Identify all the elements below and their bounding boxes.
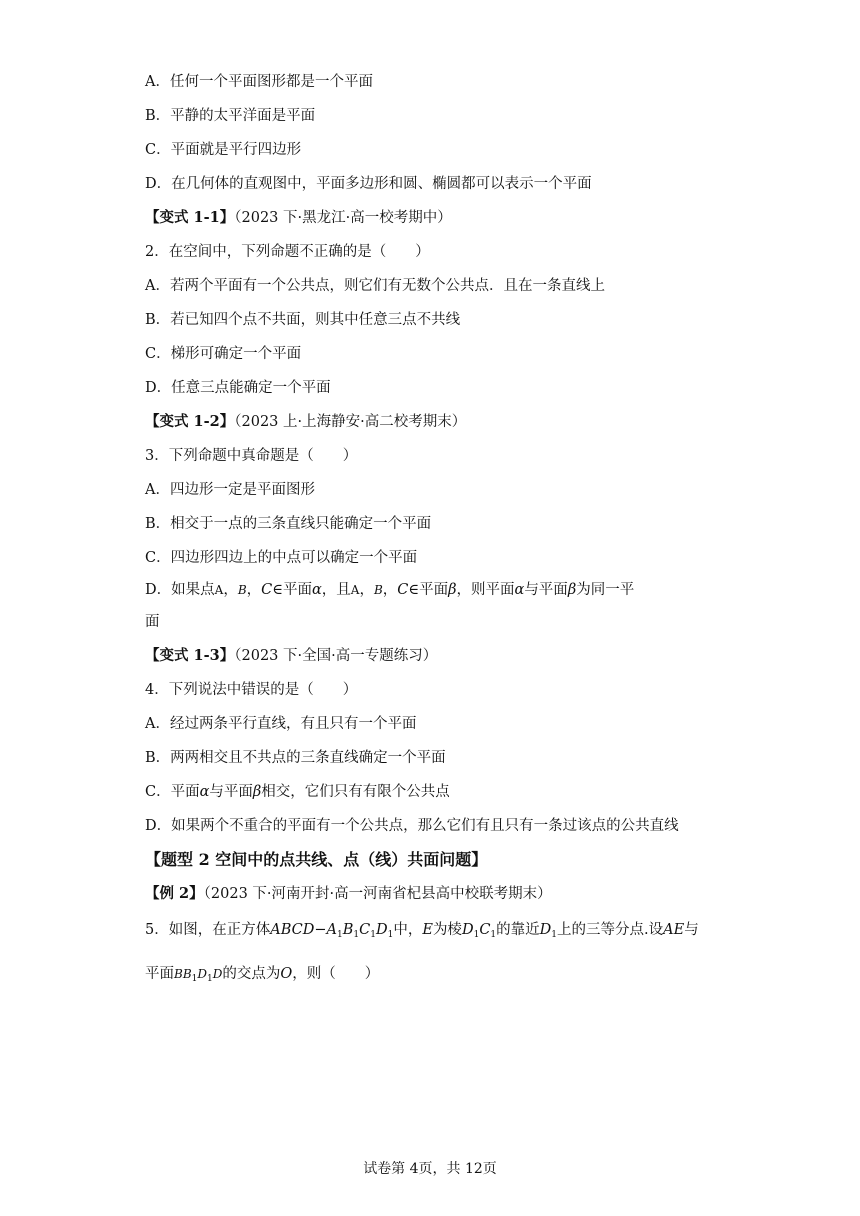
text: 与平面 (209, 784, 253, 800)
q1-option-d: D．在几何体的直观图中，平面多边形和圆、椭圆都可以表示一个平面 (145, 176, 592, 192)
alpha-symbol: α (311, 582, 322, 598)
text: 5．如图，在正方体 (145, 922, 271, 938)
vertex-a: A (326, 922, 337, 938)
q1-option-a: A．任何一个平面图形都是一个平面 (145, 74, 373, 90)
point-e: E (422, 922, 433, 938)
vertex-d: D (461, 922, 474, 938)
text: 中， (393, 922, 423, 938)
q2-option-a: A．若两个平面有一个公共点，则它们有无数个公共点．且在一条直线上 (145, 278, 605, 294)
subscript: 1 (387, 930, 394, 940)
q1-option-c: C．平面就是平行四边形 (145, 142, 302, 158)
text: ， (382, 582, 398, 598)
alpha-symbol: α (514, 582, 525, 598)
vertex-b: B (342, 922, 354, 938)
text: ∈平面 (272, 582, 312, 598)
q2-stem: 2．在空间中，下列命题不正确的是（ ） (145, 244, 430, 260)
vertex-d: D (375, 922, 388, 938)
text: 平面 (145, 966, 174, 982)
q4-option-d: D．如果两个不重合的平面有一个公共点，那么它们有且只有一条过该点的公共直线 (145, 818, 679, 834)
text: 为棱 (432, 922, 462, 938)
subscript: 1 (353, 930, 360, 940)
variant-1-3-heading (145, 646, 437, 666)
variant-tag: 【变式 1-2】 (145, 413, 235, 430)
text: C．平面 (145, 784, 200, 800)
point-a: A (350, 583, 360, 597)
section-heading: 【题型 2 空间中的点共线、点（线）共面问题】 (145, 850, 488, 869)
alpha-symbol: α (199, 784, 210, 800)
q4-option-a: A．经过两条平行直线，有且只有一个平面 (145, 716, 417, 732)
text: 与平面 (524, 582, 568, 598)
variant-source: （2023 下·黑龙江·高一校考期中） (234, 210, 452, 226)
text: ， (223, 582, 238, 598)
q3-option-b: B．相交于一点的三条直线只能确定一个平面 (145, 516, 432, 532)
variant-1-1-heading (145, 208, 452, 228)
point-b: B (237, 583, 247, 597)
q2-option-d: D．任意三点能确定一个平面 (145, 380, 331, 396)
text: ∈平面 (408, 582, 449, 598)
page-footer: 试卷第 4页，共 12页 (363, 1161, 497, 1177)
variant-1-2-heading (145, 412, 466, 432)
text: ，则平面 (456, 582, 515, 598)
point-c: C (261, 582, 273, 598)
vertex-d: D (539, 922, 552, 938)
q2-option-c: C．梯形可确定一个平面 (145, 346, 302, 362)
text: 的靠近 (496, 922, 540, 938)
point-a: A (214, 583, 224, 597)
subscript: 1 (370, 930, 376, 940)
example-2-heading (145, 884, 552, 904)
q3-option-c: C．四边形四边上的中点可以确定一个平面 (145, 550, 418, 566)
variant-tag: 【变式 1-3】 (145, 647, 235, 664)
q4-option-b: B．两两相交且不共点的三条直线确定一个平面 (145, 750, 446, 766)
variant-tag: 【变式 1-1】 (145, 209, 235, 226)
q3-option-a: A．四边形一定是平面图形 (145, 482, 315, 498)
example-source: （2023 下·河南开封·高一河南省杞县高中校联考期末） (203, 886, 552, 902)
text: ，则（ ） (292, 966, 380, 982)
point-o: O (280, 966, 293, 982)
q4-stem: 4．下列说法中错误的是（ ） (145, 682, 358, 698)
subscript: 1 (551, 930, 558, 940)
q3-option-d-wrap: 面 (145, 614, 160, 630)
text: 与 (684, 922, 699, 938)
beta-symbol: β (448, 582, 457, 598)
text: D．如果点 (145, 582, 215, 598)
text: − (314, 922, 327, 938)
vertex-c: C (479, 922, 491, 938)
segment-ae: AE (663, 922, 685, 938)
variant-source: （2023 下·全国·高一专题练习） (234, 648, 438, 664)
text: 上的三等分点.设 (557, 922, 664, 938)
subscript: 1 (490, 930, 497, 940)
q2-option-b: B．若已知四个点不共面，则其中任意三点不共线 (145, 312, 461, 328)
variant-source: （2023 上·上海静安·高二校考期末） (234, 414, 467, 430)
beta-symbol: β (252, 784, 262, 800)
text: ，且 (321, 582, 351, 598)
subscript: 1 (473, 930, 480, 940)
subscript: 1 (207, 974, 213, 984)
text: 的交点为 (222, 966, 281, 982)
vertex-d: D (212, 967, 223, 981)
text: ， (246, 582, 262, 598)
q4-option-c (145, 782, 450, 802)
q1-option-b: B．平静的太平洋面是平面 (145, 108, 316, 124)
subscript: 1 (337, 930, 343, 940)
q5-line-1 (145, 920, 699, 945)
plane-bb: BB (174, 967, 192, 981)
vertex-c: C (359, 922, 371, 938)
q5-line-2 (145, 964, 379, 989)
beta-symbol: β (567, 582, 577, 598)
vertex-d: D (197, 967, 207, 981)
q3-option-d (145, 580, 634, 600)
text: 相交，它们只有有限个公共点 (261, 784, 450, 800)
text: 为同一平 (576, 582, 635, 598)
point-b: B (373, 583, 383, 597)
q3-stem: 3．下列命题中真命题是（ ） (145, 448, 358, 464)
cube-base: ABCD (270, 922, 315, 938)
point-c: C (397, 582, 409, 598)
subscript: 1 (191, 974, 198, 984)
text: ， (359, 582, 374, 598)
example-tag: 【例 2】 (145, 885, 204, 902)
